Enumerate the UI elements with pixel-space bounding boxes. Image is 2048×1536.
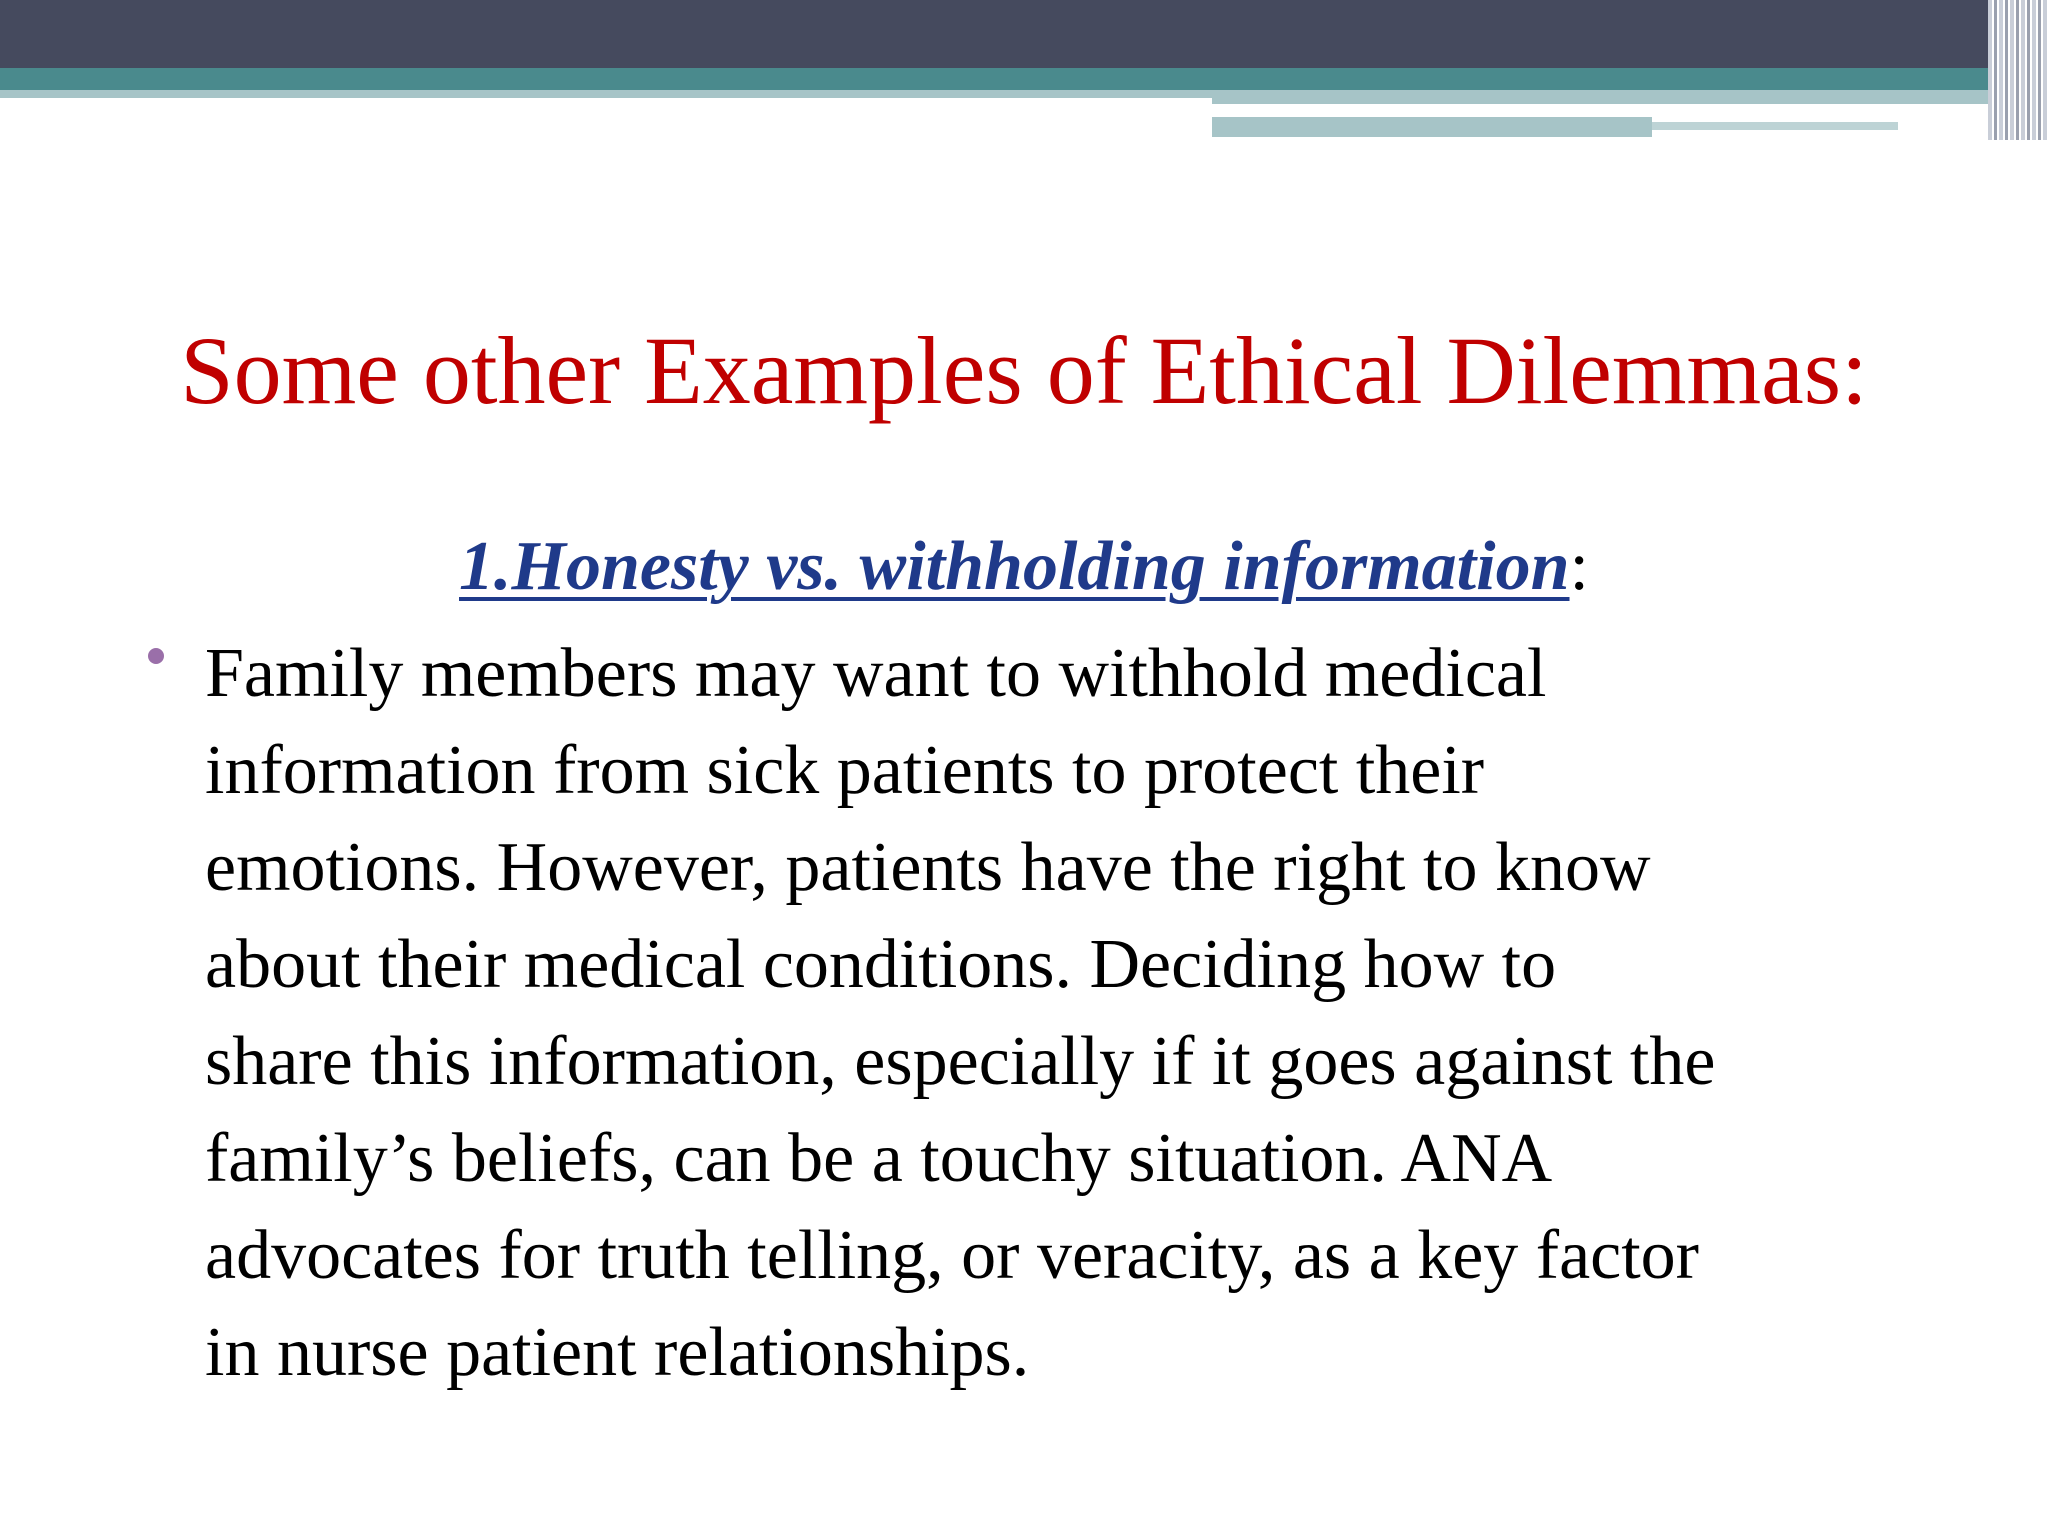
header-stripes-decoration — [1988, 0, 2048, 140]
slide-subheading — [0, 525, 2048, 609]
header-band-teal — [0, 68, 2048, 90]
header-band-light-left — [0, 90, 1212, 98]
header-band-light-lower-secondary — [1652, 122, 1898, 130]
header-band-light-lower — [1212, 117, 1652, 137]
header-band-light-right — [1212, 90, 2048, 104]
bullet-line: information from sick patients to protect their — [205, 732, 1485, 809]
header-band-dark — [0, 0, 2048, 68]
subheading-colon: : — [1569, 528, 1589, 605]
bullet-line: advocates for truth telling, or veracity, as a key factor — [205, 1217, 1699, 1294]
slide-title: Some other Examples of Ethical Dilemmas: — [180, 317, 1868, 424]
bullet-line: family’s beliefs, can be a touchy situation. ANA — [205, 1120, 1553, 1197]
bullet-line: Family members may want to withhold medical — [205, 635, 1547, 712]
bullet-paragraph — [205, 625, 1985, 1401]
bullet-line: about their medical conditions. Deciding how to — [205, 926, 1557, 1003]
bullet-line: share this information, especially if it goes against the — [205, 1023, 1716, 1100]
bullet-line: emotions. However, patients have the right to know — [205, 829, 1651, 906]
subheading-text: 1.Honesty vs. withholding information — [459, 528, 1570, 605]
header-band-white-line — [1212, 110, 1898, 115]
bullet-line: in nurse patient relationships. — [205, 1314, 1030, 1391]
bullet-dot-icon — [148, 648, 164, 664]
